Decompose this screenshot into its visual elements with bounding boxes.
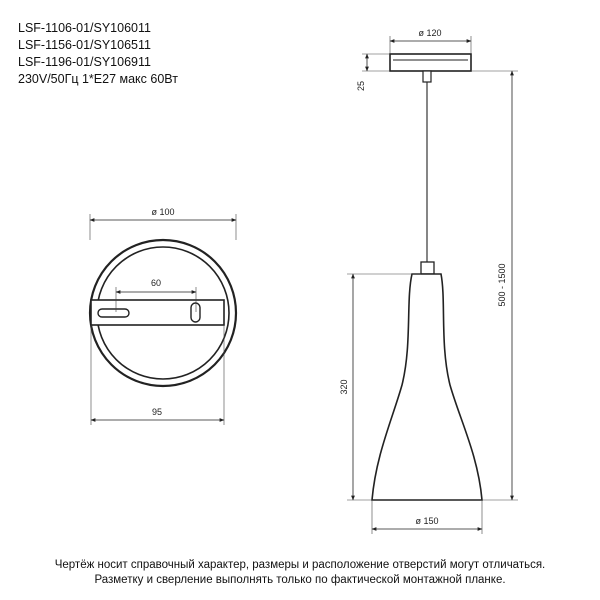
dim-label-canopy-height: 25 <box>356 80 366 92</box>
lamp-shade <box>372 274 482 500</box>
spec-line-power: 230V/50Гц 1*E27 макс 60Вт <box>18 72 178 86</box>
dim-label-mount-diameter: ø 100 <box>151 207 175 217</box>
dim-label-total-height: 500 - 1500 <box>497 263 507 307</box>
canopy <box>390 54 471 71</box>
dimension-canopy-diameter <box>390 28 471 54</box>
dimension-shade-diameter <box>372 500 482 534</box>
mounting-plate-view <box>90 207 236 425</box>
canopy-stem <box>423 71 431 82</box>
dimension-total-height <box>471 71 518 500</box>
disclaimer-line-1: Чертёж носит справочный характер, размеры и расположение отверстий могут отличаться. <box>54 559 546 571</box>
bracket-slot-left <box>98 309 129 317</box>
spec-line-model-2: LSF-1156-01/SY106511 <box>18 38 151 52</box>
dimension-canopy-height <box>356 54 390 91</box>
spec-line-model-1: LSF-1106-01/SY106011 <box>18 21 151 35</box>
dim-label-bracket-width: 60 <box>150 278 162 288</box>
dim-label-mount-width: 95 <box>151 407 163 417</box>
lamp-socket <box>421 262 434 274</box>
spec-line-model-3: LSF-1196-01/SY106911 <box>18 55 151 69</box>
pendant-side-view <box>339 28 518 534</box>
dim-label-shade-height: 320 <box>339 379 349 395</box>
dimension-mount-diameter <box>90 207 236 240</box>
dimension-mount-width <box>91 325 224 425</box>
disclaimer-line-2: Разметку и сверление выполнять только по фактической монтажной планке. <box>94 574 506 586</box>
dim-label-canopy-diameter: ø 120 <box>418 28 442 38</box>
bracket-slot-right <box>191 303 200 322</box>
dim-label-shade-diameter: ø 150 <box>415 516 439 526</box>
